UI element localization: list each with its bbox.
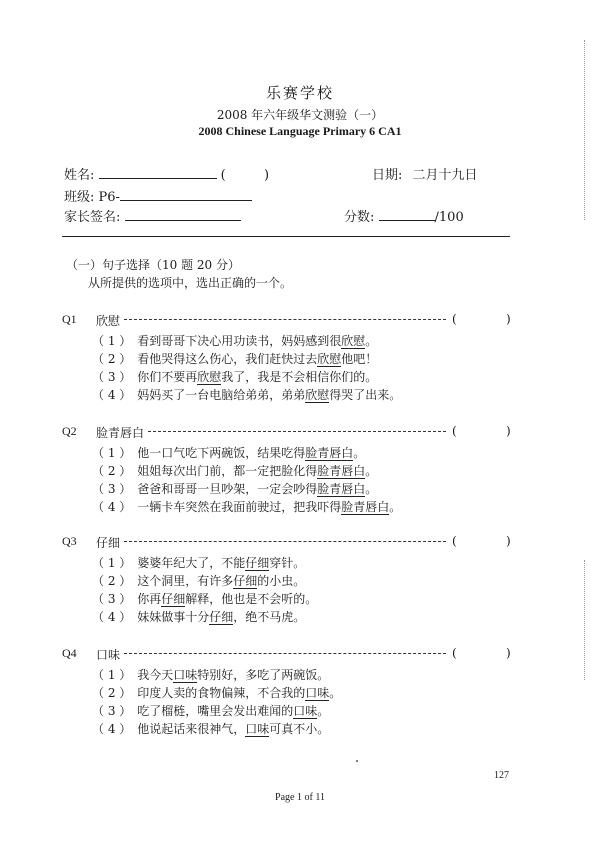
option-item: （ 1 ） 看到哥哥下决心用功读书，妈妈感到很欣慰。 [92, 334, 378, 348]
question-header [62, 646, 512, 662]
keyword-underline: 仔细 [245, 556, 270, 570]
name-blank [99, 166, 217, 179]
parent-label: 家长签名: [64, 210, 121, 225]
class-label: 班级: [64, 190, 95, 205]
keyword-underline: 口味 [293, 704, 318, 718]
answer-paren-close: ) [506, 424, 511, 438]
page-number: Page 1 of 11 [275, 792, 325, 803]
question-number: Q2 [62, 424, 77, 438]
question-number: Q4 [62, 646, 77, 660]
question-header [62, 312, 512, 328]
option-item: （ 1 ） 婆婆年纪大了，不能仔细穿针。 [92, 556, 306, 570]
question-word: 仔细 [96, 536, 121, 550]
scan-edge-mark [584, 40, 585, 220]
class-field [64, 186, 252, 205]
page-stamp: 127 [494, 770, 509, 781]
keyword-underline: 欣慰 [197, 370, 222, 384]
score-blank [379, 208, 435, 221]
keyword-underline: 脸青唇白 [341, 500, 390, 514]
name-paren-close: ) [264, 168, 270, 183]
question-number: Q1 [62, 312, 77, 326]
score-label: 分数: [344, 210, 375, 225]
date-value: 二月十九日 [412, 168, 478, 183]
class-prefix: P6- [98, 190, 120, 205]
answer-leader-line [124, 653, 446, 654]
answer-leader-line [148, 431, 446, 432]
date-label: 日期: [372, 168, 403, 183]
answer-paren-open: ( [452, 312, 457, 326]
keyword-underline: 脸青唇白 [305, 446, 354, 460]
class-blank [120, 188, 252, 201]
option-item: （ 1 ） 他一口气吃下两碗饭，结果吃得脸青唇白。 [92, 446, 366, 460]
keyword-underline: 欣慰 [317, 352, 342, 366]
keyword-underline: 仔细 [209, 610, 234, 624]
option-item: （ 2 ） 印度人卖的食物偏辣，不合我的口味。 [92, 686, 342, 700]
name-label: 姓名: [64, 168, 95, 183]
parent-signature-field [64, 206, 241, 225]
parent-signature-blank [125, 208, 241, 221]
section-instruction: 从所提供的选项中，选出正确的一个。 [88, 276, 293, 290]
answer-paren-open: ( [452, 424, 457, 438]
keyword-underline: 口味 [173, 668, 198, 682]
test-title-chinese: 2008 年六年级华文测验（一） [216, 108, 384, 122]
option-item: （ 4 ） 妹妹做事十分仔细，绝不马虎。 [92, 610, 306, 624]
question-word: 欣慰 [96, 314, 121, 328]
keyword-underline: 口味 [305, 686, 330, 700]
answer-paren-close: ) [506, 646, 511, 660]
keyword-underline: 脸青唇白 [317, 464, 366, 478]
keyword-underline: 欣慰 [305, 388, 330, 402]
keyword-underline: 仔细 [233, 574, 258, 588]
scan-speck [356, 760, 358, 762]
score-field [344, 206, 464, 225]
option-item: （ 3 ） 你们不要再欣慰我了，我是不会相信你们的。 [92, 370, 378, 384]
keyword-underline: 仔细 [161, 592, 186, 606]
section-title: （一）句子选择（10 题 20 分） [66, 258, 240, 272]
score-total: /100 [434, 210, 464, 225]
question-number: Q3 [62, 534, 77, 548]
option-item: （ 4 ） 他说起话来很神气，口味可真不小。 [92, 722, 330, 736]
question-header [62, 424, 512, 440]
option-item: （ 3 ） 你再仔细解释，他也是不会听的。 [92, 592, 318, 606]
keyword-underline: 脸青唇白 [317, 482, 366, 496]
school-name: 乐赛学校 [265, 84, 334, 102]
scan-edge-mark [584, 560, 585, 680]
question-word: 脸青唇白 [96, 426, 145, 440]
answer-paren-close: ) [506, 312, 511, 326]
answer-leader-line [124, 541, 446, 542]
header-divider [62, 236, 510, 237]
date-field [372, 164, 478, 183]
option-item: （ 1 ） 我今天口味特别好，多吃了两碗饭。 [92, 668, 330, 682]
option-item: （ 2 ） 这个洞里，有许多仔细的小虫。 [92, 574, 306, 588]
option-item: （ 2 ） 看他哭得这么伤心，我们赶快过去欣慰他吧！ [92, 352, 378, 366]
name-field [64, 164, 269, 183]
answer-leader-line [124, 319, 446, 320]
name-paren-open: ( [220, 168, 226, 183]
option-item: （ 2 ） 姐姐每次出门前，都一定把脸化得脸青唇白。 [92, 464, 378, 478]
answer-paren-close: ) [506, 534, 511, 548]
option-item: （ 3 ） 爸爸和哥哥一旦吵架，一定会吵得脸青唇白。 [92, 482, 378, 496]
answer-paren-open: ( [452, 646, 457, 660]
keyword-underline: 口味 [245, 722, 270, 736]
question-word: 口味 [96, 648, 121, 662]
question-header [62, 534, 512, 550]
option-item: （ 3 ） 吃了榴梿，嘴里会发出难闻的口味。 [92, 704, 330, 718]
test-title-english: 2008 Chinese Language Primary 6 CA1 [198, 124, 402, 138]
option-item: （ 4 ） 一辆卡车突然在我面前驶过，把我吓得脸青唇白。 [92, 500, 402, 514]
keyword-underline: 欣慰 [341, 334, 366, 348]
option-item: （ 4 ） 妈妈买了一台电脑给弟弟，弟弟欣慰得哭了出来。 [92, 388, 402, 402]
answer-paren-open: ( [452, 534, 457, 548]
